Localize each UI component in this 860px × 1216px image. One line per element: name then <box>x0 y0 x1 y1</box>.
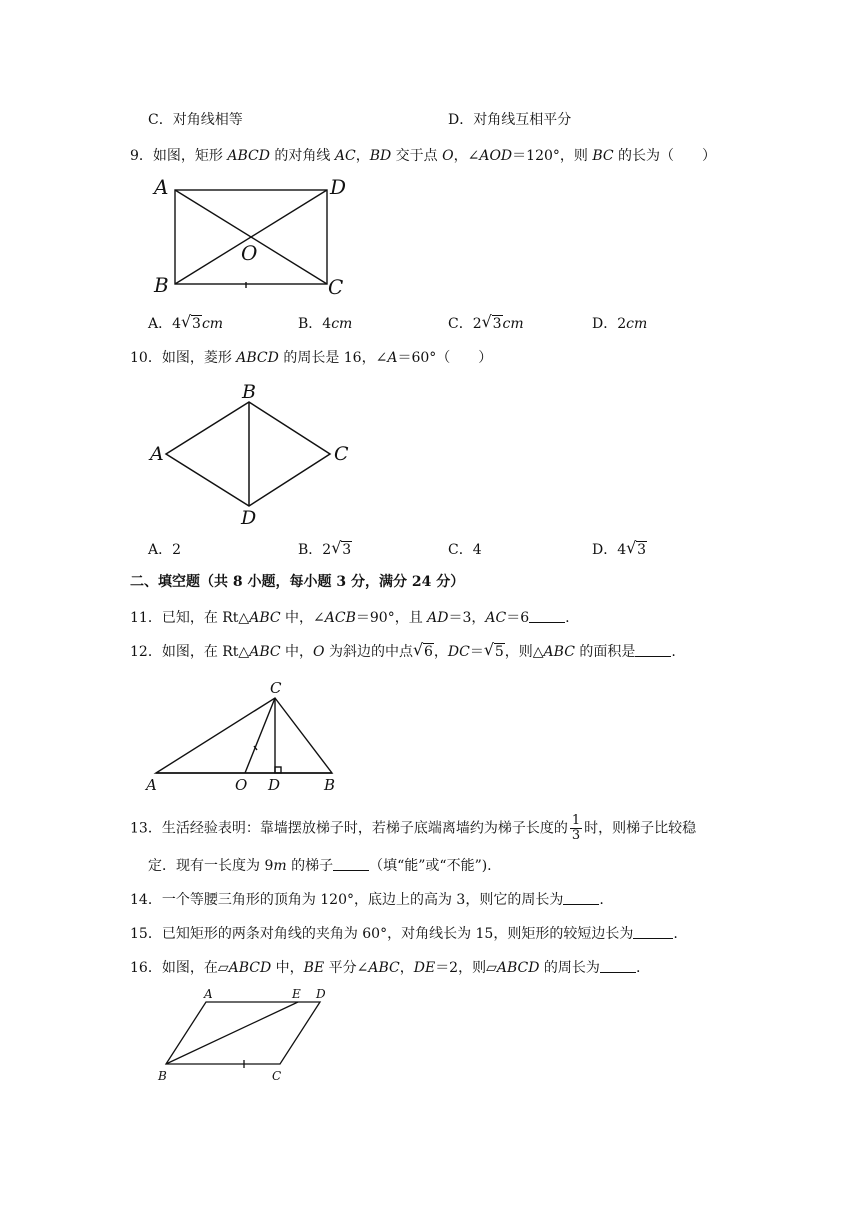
q13-question-line1: 13．生活经验表明：靠墙摆放梯子时，若梯子底端离墙约为梯子长度的 $\frac{1}{3}$ 时，则梯子比较稳 <box>130 813 697 843</box>
q12-triangle-figure <box>144 678 344 794</box>
q14-question: 14．一个等腰三角形的顶角为 120°，底边上的高为 3，则它的周长为 . <box>130 892 604 908</box>
label-d: D <box>330 175 347 199</box>
label-o: O <box>235 776 248 794</box>
label-a: A <box>154 175 169 199</box>
label-b: B <box>154 273 169 297</box>
parallelogram-abcd <box>166 1002 320 1064</box>
label-d: D <box>268 776 281 794</box>
rhombus-abcd <box>166 402 330 506</box>
q10-rhombus-figure <box>148 380 358 530</box>
q9-option-d: D．2cm <box>592 316 648 332</box>
q11-question: 11．已知，在 Rt△ABC 中，∠ACB＝90°，且 AD＝3，AC＝6 . <box>130 610 570 626</box>
label-c: C <box>334 443 349 465</box>
label-a: A <box>150 443 164 465</box>
q9-question: 9．如图，矩形 ABCD 的对角线 AC，BD 交于点 O，∠AOD＝120°，则 BC 的长为（ ） <box>130 148 717 164</box>
label-b: B <box>324 776 336 794</box>
fraction-one-third: $\frac{1}{3}$ <box>571 813 581 843</box>
q16-parallelogram-figure <box>148 988 348 1090</box>
label-c: C <box>270 679 282 697</box>
q8-option-d: D．对角线互相平分 <box>448 112 572 128</box>
label-b: B <box>158 1069 167 1083</box>
answer-blank[interactable] <box>333 856 369 871</box>
q9-option-b: B．4cm <box>298 316 353 332</box>
answer-blank[interactable] <box>635 642 671 657</box>
q9-rectangle-figure <box>150 172 360 302</box>
q10-option-d: D．4 √ 3 <box>592 538 647 558</box>
section-heading-fill-in: 二、填空题（共 8 小题，每小题 3 分，满分 24 分） <box>130 574 465 590</box>
answer-blank[interactable] <box>529 608 565 623</box>
label-o: O <box>241 241 258 265</box>
q9-option-a: A．4 √ 3cm <box>148 312 224 332</box>
label-e: E <box>292 988 301 1001</box>
q10-option-a: A．2 <box>148 542 182 558</box>
answer-blank[interactable] <box>633 924 673 939</box>
q10-option-c: C．4 <box>448 542 482 558</box>
median-co <box>245 698 275 773</box>
label-d: D <box>241 507 257 529</box>
label-b: B <box>242 381 256 403</box>
triangle-abc <box>156 698 332 773</box>
label-d: D <box>316 988 326 1001</box>
label-c: C <box>328 275 344 299</box>
label-a: A <box>146 776 157 794</box>
right-angle-mark <box>275 767 281 773</box>
q9-option-c: C．2 √ 3cm <box>448 312 524 332</box>
q15-question: 15．已知矩形的两条对角线的夹角为 60°，对角线长为 15，则矩形的较短边长为 . <box>130 926 678 942</box>
label-c: C <box>272 1069 282 1083</box>
answer-blank[interactable] <box>563 890 599 905</box>
label-a: A <box>204 988 213 1001</box>
answer-blank[interactable] <box>600 958 636 973</box>
q8-option-c: C．对角线相等 <box>148 112 243 128</box>
q10-question: 10．如图，菱形 ABCD 的周长是 16，∠A＝60°（ ） <box>130 350 493 366</box>
q13-question-line2: 定．现有一长度为 9m 的梯子 （填“能”或“不能”). <box>148 858 492 874</box>
q16-question: 16．如图，在▱ABCD 中，BE 平分∠ABC，DE＝2，则▱ABCD 的周长为 . <box>130 960 641 976</box>
q10-option-b: B．2 √ 3 <box>298 538 352 558</box>
q12-question: 12．如图，在 Rt△ABC 中，O 为斜边的中点 √ 6，DC＝ √ 5，则△ABC 的面积是 . <box>130 640 676 660</box>
